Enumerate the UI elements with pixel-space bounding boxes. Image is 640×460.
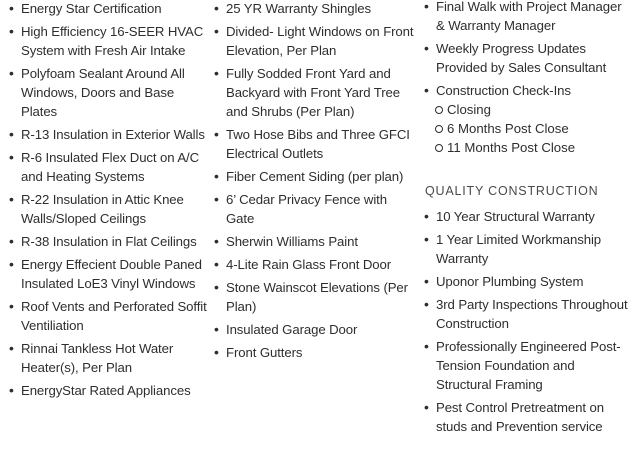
list-item: • Professionally Engineered Post-Tension Foundation and Structural Framing bbox=[423, 337, 633, 394]
list-item: • Front Gutters bbox=[213, 343, 415, 362]
list-item: • Stone Wainscot Elevations (Per Plan) bbox=[213, 278, 415, 316]
list-item: • Polyfoam Sealant Around All Windows, Doors and Base Plates bbox=[8, 64, 212, 121]
list-item: • 6’ Cedar Privacy Fence with Gate bbox=[213, 190, 415, 228]
list-item: • R-13 Insulation in Exterior Walls bbox=[8, 125, 212, 144]
circle-bullet-icon bbox=[435, 125, 443, 133]
list-item: • Rinnai Tankless Hot Water Heater(s), Per Plan bbox=[8, 339, 212, 377]
list-item: • Insulated Garage Door bbox=[213, 320, 415, 339]
list-item: • R-6 Insulated Flex Duct on A/C and Heating Systems bbox=[8, 148, 212, 186]
list-item: • 10 Year Structural Warranty bbox=[423, 207, 633, 226]
list-item: • Final Walk with Project Manager & Warranty Manager bbox=[423, 0, 633, 35]
check-ins-sublist bbox=[423, 100, 633, 157]
list-item: • R-38 Insulation in Flat Ceilings bbox=[8, 232, 212, 251]
list-item: • High Efficiency 16-SEER HVAC System with Fresh Air Intake bbox=[8, 22, 212, 60]
list-item: • Two Hose Bibs and Three GFCI Electrical Outlets bbox=[213, 125, 415, 163]
list-item: • Fully Sodded Front Yard and Backyard with Front Yard Tree and Shrubs (Per Plan) bbox=[213, 64, 415, 121]
quality-list bbox=[423, 207, 633, 436]
list-item: • Fiber Cement Siding (per plan) bbox=[213, 167, 415, 186]
feature-list-2 bbox=[213, 0, 415, 362]
list-item: • 25 YR Warranty Shingles bbox=[213, 0, 415, 18]
list-item: • Sherwin Williams Paint bbox=[213, 232, 415, 251]
sub-list-item: 11 Months Post Close bbox=[423, 138, 633, 157]
sub-list-item: Closing bbox=[423, 100, 633, 119]
list-item: • R-22 Insulation in Attic Knee Walls/Sloped Ceilings bbox=[8, 190, 212, 228]
circle-bullet-icon bbox=[435, 144, 443, 152]
feature-list-1 bbox=[8, 0, 212, 400]
feature-list-3 bbox=[423, 0, 633, 100]
features-column-3 bbox=[423, 0, 633, 440]
list-item: • Weekly Progress Updates Provided by Sales Consultant bbox=[423, 39, 633, 77]
section-heading: QUALITY CONSTRUCTION bbox=[425, 184, 599, 198]
list-item: • 1 Year Limited Workmanship Warranty bbox=[423, 230, 633, 268]
features-column-2 bbox=[213, 0, 415, 366]
list-item: • Pest Control Pretreatment on studs and Prevention service bbox=[423, 398, 633, 436]
list-item: • Construction Check-Ins bbox=[423, 81, 633, 100]
sub-list-item: 6 Months Post Close bbox=[423, 119, 633, 138]
list-item: • Energy Star Certification bbox=[8, 0, 212, 18]
list-item: • Roof Vents and Perforated Soffit Ventiliation bbox=[8, 297, 212, 335]
circle-bullet-icon bbox=[435, 106, 443, 114]
list-item: • 4-Lite Rain Glass Front Door bbox=[213, 255, 415, 274]
list-item: • Energy Effecient Double Paned Insulated LoE3 Vinyl Windows bbox=[8, 255, 212, 293]
list-item: • 3rd Party Inspections Throughout Construction bbox=[423, 295, 633, 333]
list-item: • Uponor Plumbing System bbox=[423, 272, 633, 291]
list-item: • Divided- Light Windows on Front Elevation, Per Plan bbox=[213, 22, 415, 60]
list-item: • EnergyStar Rated Appliances bbox=[8, 381, 212, 400]
features-column-1 bbox=[8, 0, 212, 404]
